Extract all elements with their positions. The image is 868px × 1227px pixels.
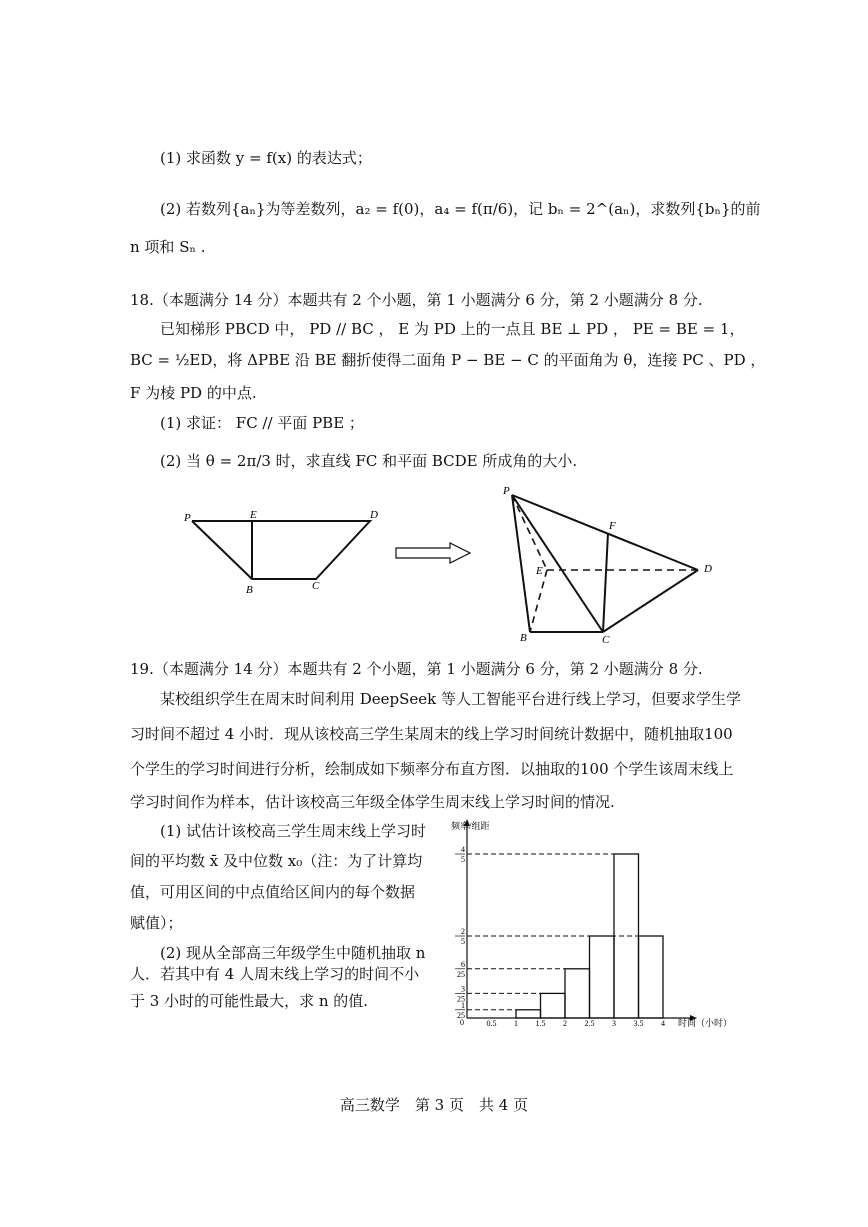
label-f: F [609, 520, 616, 532]
q19-sub2-line3: 于 3 小时的可能性最大，求 n 的值. [130, 992, 369, 1010]
q19-sub1-line3: 值，可用区间的中点值给区间内的每个数据 [130, 883, 416, 901]
edge-pc [512, 495, 603, 632]
y-tick-num-2: 6 [461, 959, 465, 969]
histogram-bar-1 [541, 993, 566, 1018]
label-c: C [312, 580, 320, 592]
x-tick-4: 4 [661, 1019, 665, 1028]
histogram-bar-3 [590, 936, 615, 1018]
q19-text-4: 学习时间作为样本，估计该校高三年级全体学生周末线上学习时间的情况. [130, 793, 615, 811]
q17-part2-cont: n 项和 Sₙ . [130, 238, 206, 256]
q18-sub2: (2) 当 θ = 2π/3 时，求直线 FC 和平面 BCDE 所成角的大小. [160, 452, 578, 470]
x-tick-3: 3 [612, 1019, 616, 1028]
label-d: D [704, 563, 712, 575]
q18-text-2: BC = ½ED，将 ΔPBE 沿 BE 翻折使得二面角 P − BE − C 的平面角为 θ，连接 PC 、PD ， [130, 351, 766, 369]
x-tick-2: 2 [563, 1019, 567, 1028]
x-tick-2.5: 2.5 [584, 1019, 595, 1028]
q19-sub1-line4: 赋值）； [130, 914, 183, 932]
q19-text-2: 习时间不超过 4 小时．现从该校高三学生某周末的线上学习时间统计数据中，随机抽取100 [130, 725, 733, 743]
edge-fc [603, 533, 608, 632]
q17-part1: (1) 求函数 y = f(x) 的表达式； [160, 149, 372, 167]
histogram-bar-2 [565, 969, 590, 1018]
label-b: B [520, 632, 527, 644]
edge-cd [603, 570, 698, 632]
label-p: P [503, 485, 510, 497]
frequency-histogram [445, 818, 745, 1033]
q19-heading: 19.（本题满分 14 分）本题共有 2 个小题，第 1 小题满分 6 分，第 2 小题满分 8 分. [130, 660, 703, 678]
page-footer: 高三数学 第 3 页 共 4 页 [339, 1096, 529, 1114]
histogram-bar-5 [639, 936, 664, 1018]
label-e: E [536, 565, 543, 577]
label-e: E [250, 509, 257, 521]
edge-pd [512, 495, 698, 570]
edge-eb [530, 570, 547, 632]
q18-sub1: (1) 求证： FC // 平面 PBE ； [160, 414, 364, 432]
arrow-right-icon [394, 541, 474, 565]
histogram-bar-0 [516, 1010, 541, 1018]
label-b: B [246, 584, 253, 596]
q19-sub1-line2: 间的平均数 x̄ 及中位数 x₀（注：为了计算均 [130, 852, 423, 870]
q19-sub2-line1: (2) 现从全部高三年级学生中随机抽取 n [160, 944, 426, 962]
label-d: D [370, 509, 378, 521]
y-tick-num-4: 4 [461, 845, 465, 854]
y-tick-num-1: 3 [461, 984, 465, 994]
folded-solid-figure [500, 480, 720, 645]
q18-text-3: F 为棱 PD 的中点. [130, 384, 257, 402]
histogram-bar-4 [614, 854, 639, 1018]
q17-part2: (2) 若数列{aₙ}为等差数列，a₂ = f(0)，a₄ = f(π/6)，记 bₙ = 2^(aₙ)，求数列{bₙ}的前 [160, 200, 761, 218]
trapezoid-outline [192, 521, 370, 579]
y-tick-den-0: 25 [457, 1010, 465, 1020]
origin-label: 0 [460, 1018, 464, 1027]
y-tick-num-0: 1 [461, 1000, 465, 1010]
q19-text-1: 某校组织学生在周末时间利用 DeepSeek 等人工智能平台进行线上学习，但要求学生学 [160, 690, 742, 708]
label-p: P [184, 512, 191, 524]
y-tick-den-3: 5 [461, 937, 465, 946]
q19-sub2-line2: 人．若其中有 4 人周末线上学习的时间不小 [130, 965, 420, 983]
trapezoid-figure [180, 505, 390, 600]
x-axis-label: 时间（小时） [678, 1018, 733, 1028]
label-c: C [602, 634, 610, 646]
q18-text-1: 已知梯形 PBCD 中， PD // BC ， E 为 PD 上的一点且 BE ⊥ PD ， PE = BE = 1， [160, 320, 745, 338]
x-tick-1: 1 [514, 1019, 518, 1028]
q18-heading: 18.（本题满分 14 分）本题共有 2 个小题，第 1 小题满分 6 分，第 2 小题满分 8 分. [130, 291, 703, 309]
q19-text-3: 个学生的学习时间进行分析，绘制成如下频率分布直方图．以抽取的100 个学生该周末线上 [130, 760, 734, 778]
y-axis-label: 频率/组距 [451, 821, 490, 831]
x-tick-0.5: 0.5 [486, 1019, 497, 1028]
y-tick-den-4: 5 [461, 855, 465, 864]
y-tick-num-3: 2 [461, 927, 465, 936]
edge-pb [512, 495, 530, 632]
x-tick-3.5: 3.5 [633, 1019, 644, 1028]
q19-sub1-line1: (1) 试估计该校高三学生周末线上学习时 [160, 822, 427, 840]
y-tick-den-2: 25 [457, 969, 465, 979]
x-tick-1.5: 1.5 [535, 1019, 546, 1028]
y-tick-den-1: 25 [457, 994, 465, 1004]
